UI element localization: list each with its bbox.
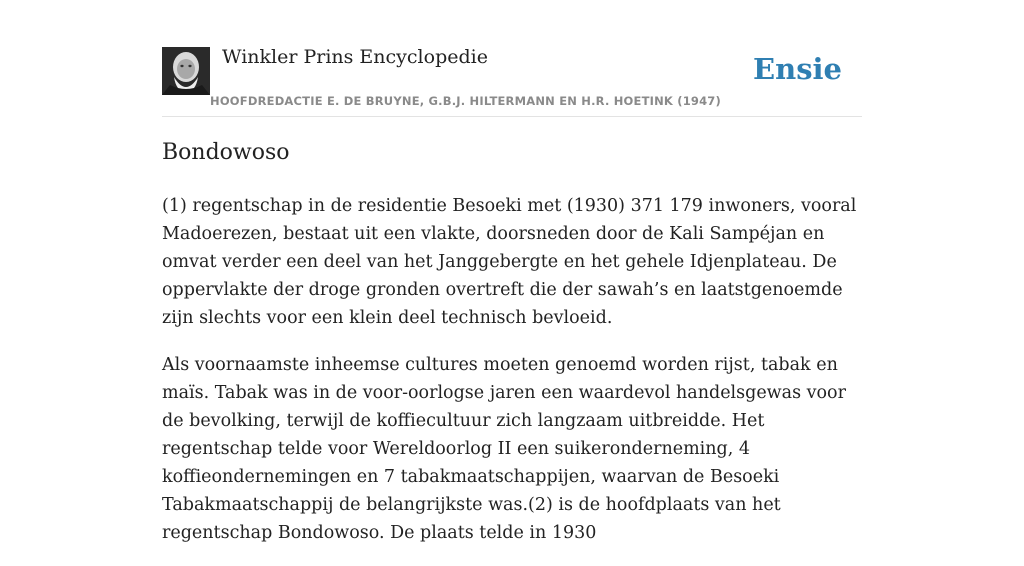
article-body [162,192,866,566]
source-header [162,0,862,117]
article-title: Bondowoso [162,140,290,165]
brand-logo[interactable]: Ensie [753,52,842,86]
portrait-photo-icon [162,47,210,95]
article-paragraph: (1) regentschap in de residentie Besoeki met (1930) 371 179 inwoners, vooral Madoerezen, bestaat uit een vlakte, doorsneden door de Kali Sampéjan en omvat verder een deel van het Janggebergte en het gehele Idjenplateau. De oppervlakte der droge gronden overtreft die der sawah’s en laatstgenoemde zijn slechts voor een klein deel technisch bevloeid. [162,196,857,328]
article-paragraph: Als voornaamste inheemse cultures moeten genoemd worden rijst, tabak en maïs. Tabak was in de voor-oorlogse jaren een waardevol handelsgewas voor de bevolking, terwijl de koffiecultuur zich langzaam uitbreidde. Het regentschap telde voor Wereldoorlog II een suikeronderneming, 4 koffieondernemingen en 7 tabakmaatschappijen, waarvan de Besoeki Tabakmaatschappij de belangrijkste was.(2) is de hoofdplaats van het regentschap Bondowoso. De plaats telde in 1930 [162,355,846,543]
source-editors: HOOFDREDACTIE E. DE BRUYNE, G.B.J. HILTERMANN EN H.R. HOETINK (1947) [210,94,721,108]
source-title[interactable]: Winkler Prins Encyclopedie [222,46,488,68]
portrait-photo-icon-graphic [162,47,210,95]
